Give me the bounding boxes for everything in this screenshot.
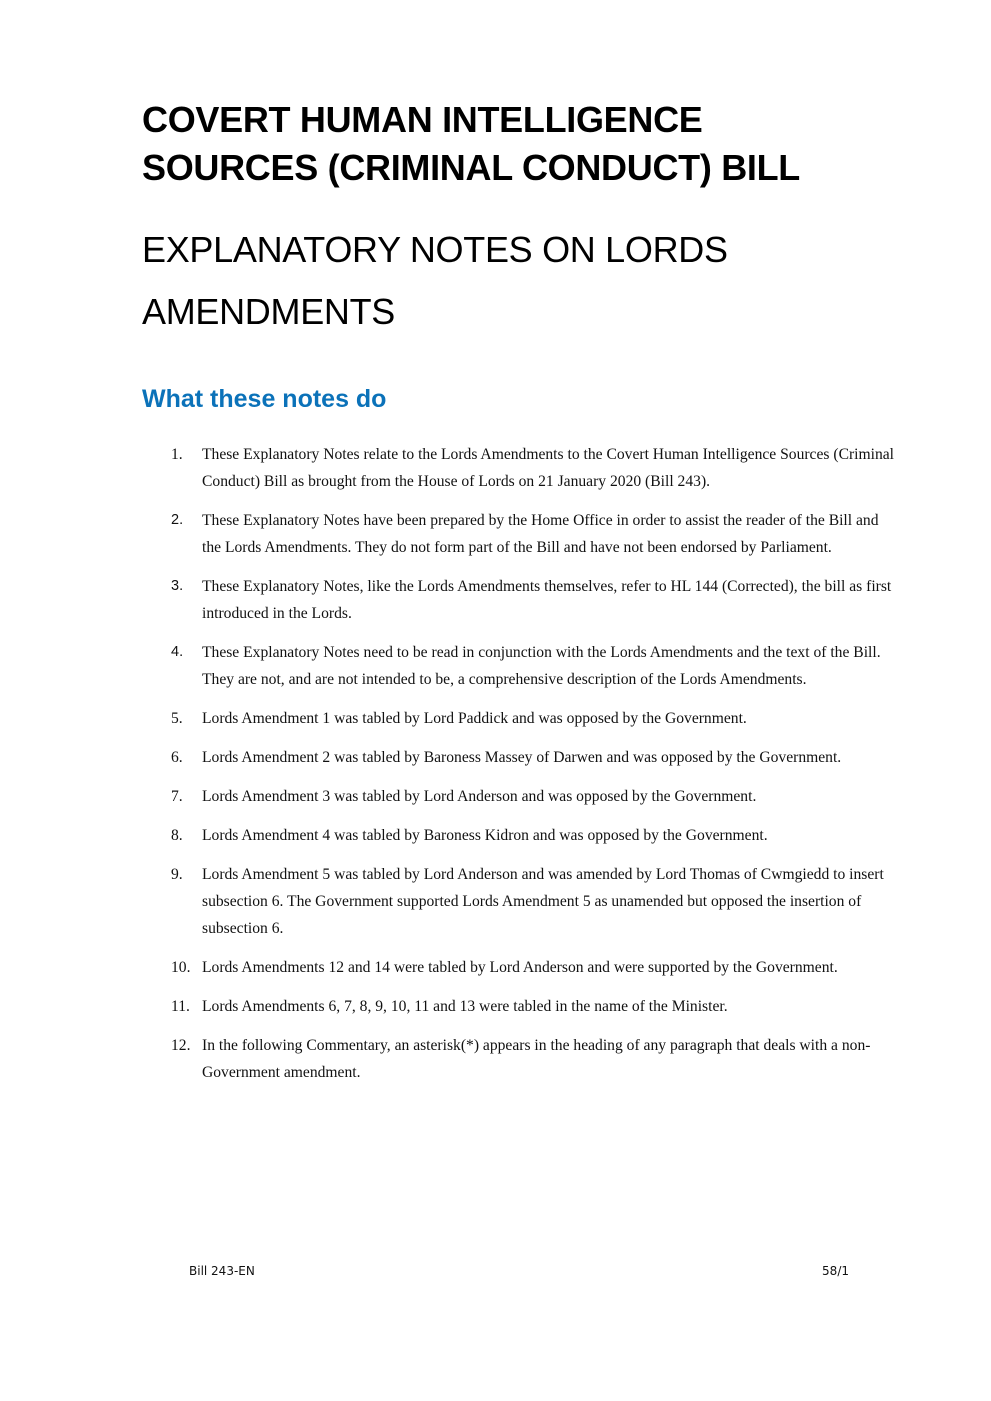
- note-paragraph: [160, 744, 895, 771]
- title-line: SOURCES (CRIMINAL CONDUCT) BILL: [142, 147, 801, 188]
- paragraph-number: 10.: [171, 959, 191, 976]
- document-title: [142, 96, 902, 192]
- paragraph-text: Lords Amendment 4 was tabled by Baroness Kidron and was opposed by the Government.: [202, 827, 768, 844]
- paragraph-text: Lords Amendments 12 and 14 were tabled by Lord Anderson and were supported by the Government.: [202, 959, 838, 976]
- page-number: 58/1: [822, 1264, 849, 1278]
- paragraph-number: 4.: [171, 644, 184, 660]
- paragraph-text: These Explanatory Notes relate to the Lords Amendments to the Covert Human Intelligence Sources (Criminal Conduct) Bill as brought from the House of Lords on 21 January 2020 (Bill 243).: [202, 446, 895, 490]
- paragraph-text: Lords Amendments 6, 7, 8, 9, 10, 11 and 13 were tabled in the name of the Minister.: [202, 998, 728, 1015]
- paragraph-text: Lords Amendment 2 was tabled by Baroness Massey of Darwen and was opposed by the Government.: [202, 749, 842, 766]
- paragraph-number: 11.: [171, 998, 190, 1015]
- note-paragraph: [160, 639, 895, 693]
- bill-reference: Bill 243-EN: [189, 1264, 255, 1278]
- note-paragraph: [160, 573, 895, 627]
- paragraph-text: These Explanatory Notes, like the Lords Amendments themselves, refer to HL 144 (Corrected), the bill as first introduced in the Lords.: [202, 578, 892, 622]
- note-paragraph: [160, 441, 895, 495]
- note-paragraph: [160, 954, 895, 981]
- paragraph-text: Lords Amendment 5 was tabled by Lord Anderson and was amended by Lord Thomas of Cwmgiedd to insert subsection 6. The Government supported Lords Amendment 5 as unamended but opposed the insertion of subsection 6.: [202, 866, 884, 937]
- paragraph-text: Lords Amendment 1 was tabled by Lord Paddick and was opposed by the Government.: [202, 710, 747, 727]
- section-heading: What these notes do: [142, 385, 387, 413]
- paragraph-text: In the following Commentary, an asterisk(*) appears in the heading of any paragraph that deals with a non-Government amendment.: [202, 1037, 871, 1081]
- paragraph-number: 2.: [171, 512, 184, 528]
- note-paragraph: [160, 705, 895, 732]
- title-line: COVERT HUMAN INTELLIGENCE: [142, 99, 703, 140]
- note-paragraph: [160, 993, 895, 1020]
- paragraph-number: 5.: [171, 710, 183, 727]
- paragraph-number: 3.: [171, 578, 184, 594]
- paragraph-number: 12.: [171, 1037, 191, 1054]
- subtitle-line: EXPLANATORY NOTES ON LORDS: [142, 229, 728, 270]
- paragraph-number: 6.: [171, 749, 183, 766]
- subtitle-line: AMENDMENTS: [142, 291, 396, 332]
- paragraph-number: 9.: [171, 866, 183, 883]
- note-paragraph: [160, 783, 895, 810]
- paragraph-text: These Explanatory Notes need to be read in conjunction with the Lords Amendments and the text of the Bill. They are not, and are not intended to be, a comprehensive description of the Lords Amendments.: [202, 644, 881, 688]
- note-paragraph: [160, 822, 895, 849]
- note-paragraph: [160, 507, 895, 561]
- paragraph-number: 1.: [171, 446, 183, 463]
- note-paragraph: [160, 1032, 895, 1086]
- paragraph-text: These Explanatory Notes have been prepared by the Home Office in order to assist the reader of the Bill and the Lords Amendments. They do not form part of the Bill and have not been endorsed by Parliament.: [202, 512, 879, 556]
- notes-list: [160, 441, 895, 1098]
- page-footer: [189, 1262, 849, 1280]
- paragraph-text: Lords Amendment 3 was tabled by Lord Anderson and was opposed by the Government.: [202, 788, 757, 805]
- note-paragraph: [160, 861, 895, 942]
- paragraph-number: 7.: [171, 788, 183, 805]
- document-subtitle: [142, 219, 902, 343]
- paragraph-number: 8.: [171, 827, 183, 844]
